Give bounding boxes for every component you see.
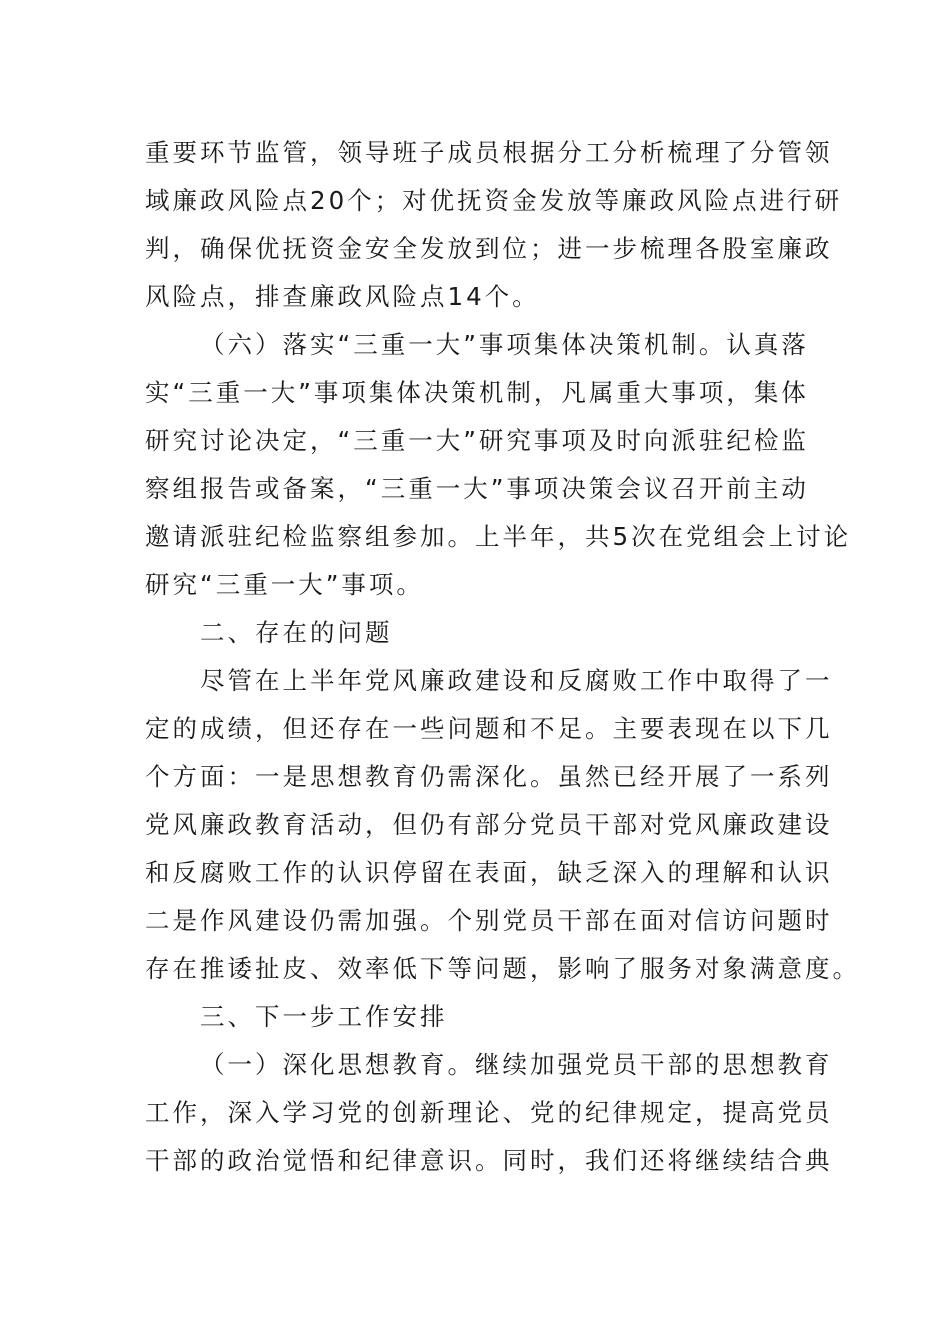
body-text-line: 存在推诿扯皮、效率低下等问题，影响了服务对象满意度。 [145, 954, 860, 983]
body-text-line: 二是作风建设仍需加强。个别党员干部在面对信访问题时 [145, 906, 833, 935]
body-text-line: 工作，深入学习党的创新理论、党的纪律规定，提高党员 [145, 1098, 833, 1127]
body-text-line: 尽管在上半年党风廉政建设和反腐败工作中取得了一 [200, 666, 833, 695]
body-text-line: 邀请派驻纪检监察组参加。上半年，共5次在党组会上讨论 [145, 522, 852, 551]
body-text-line: 判，确保优抚资金安全发放到位；进一步梳理各股室廉政 [145, 234, 833, 263]
body-text-line: 研究讨论决定，“三重一大”研究事项及时向派驻纪检监 [145, 426, 809, 455]
body-text-line: 和反腐败工作的认识停留在表面，缺乏深入的理解和认识 [145, 858, 833, 887]
document-body [145, 129, 860, 1185]
section-heading-line: （六）落实“三重一大”事项集体决策机制。认真落 [200, 330, 809, 359]
body-text-line: 域廉政风险点20个；对优抚资金发放等廉政风险点进行研 [145, 186, 843, 215]
body-text-line: 重要环节监管，领导班子成员根据分工分析梳理了分管领 [145, 138, 833, 167]
section-heading-next-steps: 三、下一步工作安排 [200, 1002, 448, 1031]
body-text-line: 研究“三重一大”事项。 [145, 570, 424, 599]
body-text-line: 察组报告或备案，“三重一大”事项决策会议召开前主动 [145, 474, 809, 503]
body-text-line: 风险点，排查廉政风险点14个。 [145, 282, 540, 311]
section-heading-problems: 二、存在的问题 [200, 618, 393, 647]
body-text-line: 党风廉政教育活动，但仍有部分党员干部对党风廉政建设 [145, 810, 833, 839]
section-heading-line: （一）深化思想教育。继续加强党员干部的思想教育 [200, 1050, 833, 1079]
body-text-line: 定的成绩，但还存在一些问题和不足。主要表现在以下几 [145, 714, 833, 743]
body-text-line: 实“三重一大”事项集体决策机制，凡属重大事项，集体 [145, 378, 809, 407]
body-text-line: 干部的政治觉悟和纪律意识。同时，我们还将继续结合典 [145, 1146, 833, 1175]
body-text-line: 个方面：一是思想教育仍需深化。虽然已经开展了一系列 [145, 762, 833, 791]
